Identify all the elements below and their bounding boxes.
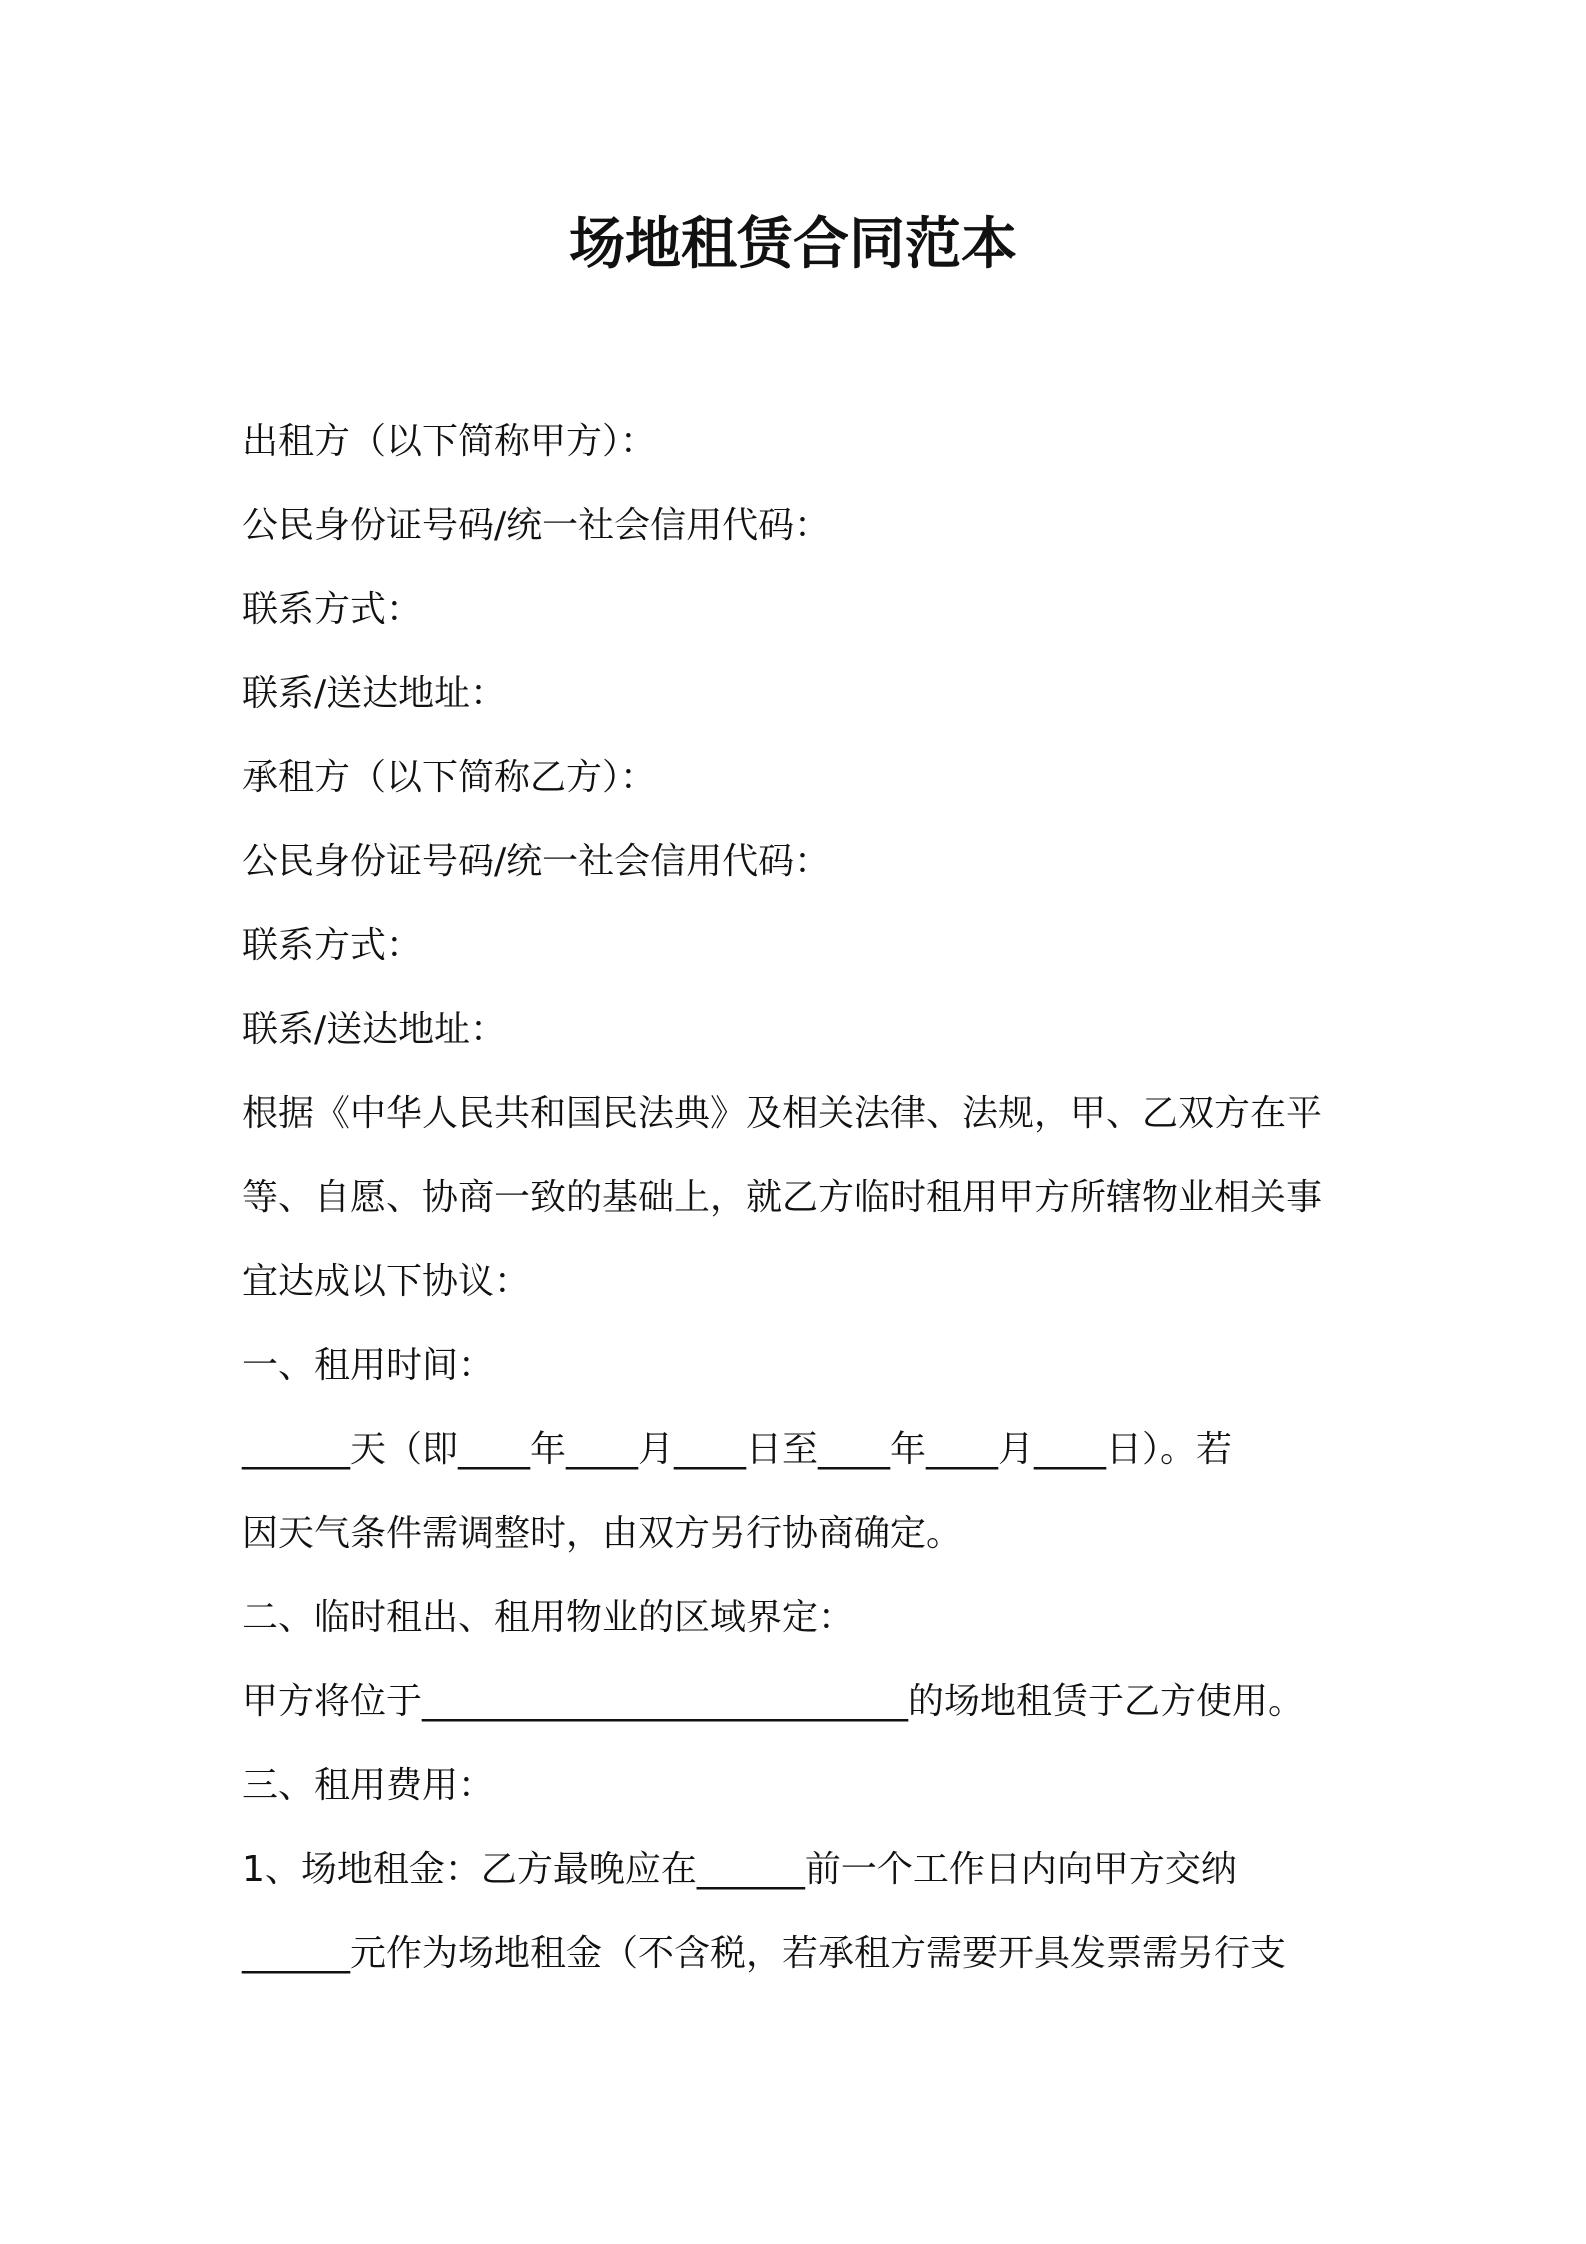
lessee-id-line: 公民身份证号码/统一社会信用代码： — [242, 841, 831, 882]
section-1-heading: 一、租用时间： — [242, 1345, 495, 1386]
lessor-contact-line: 联系方式： — [242, 589, 423, 630]
lessor-address-line: 联系/送达地址： — [242, 673, 507, 714]
preamble-line-3: 宜达成以下协议： — [242, 1261, 531, 1302]
section-2-line-1: 甲方将位于___________________________的场地租赁于乙方使用。 — [242, 1681, 1305, 1722]
lessee-address-line: 联系/送达地址： — [242, 1009, 507, 1050]
section-3-line-2: ______元作为场地租金（不含税，若承租方需要开具发票需另行支 — [242, 1933, 1287, 1974]
lessor-line: 出租方（以下简称甲方）： — [242, 421, 657, 462]
document-body — [242, 400, 1362, 1996]
section-3-line-1: 1、场地租金：乙方最晚应在______前一个工作日内向甲方交纳 — [242, 1849, 1237, 1890]
preamble-line-2: 等、自愿、协商一致的基础上，就乙方临时租用甲方所辖物业相关事 — [242, 1177, 1323, 1218]
preamble-line-1: 根据《中华人民共和国民法典》及相关法律、法规，甲、乙双方在平 — [242, 1093, 1323, 1134]
document-title: 场地租赁合同范本 — [569, 212, 1017, 277]
lessor-id-line: 公民身份证号码/统一社会信用代码： — [242, 505, 831, 546]
section-1-line-1: ______天（即____年____月____日至____年____月____日）。若 — [242, 1429, 1233, 1470]
section-1-line-2: 因天气条件需调整时，由双方另行协商确定。 — [242, 1513, 963, 1554]
section-2-heading: 二、临时租出、租用物业的区域界定： — [242, 1597, 855, 1638]
section-3-heading: 三、租用费用： — [242, 1765, 495, 1806]
lessee-contact-line: 联系方式： — [242, 925, 423, 966]
lessee-line: 承租方（以下简称乙方）： — [242, 757, 657, 798]
